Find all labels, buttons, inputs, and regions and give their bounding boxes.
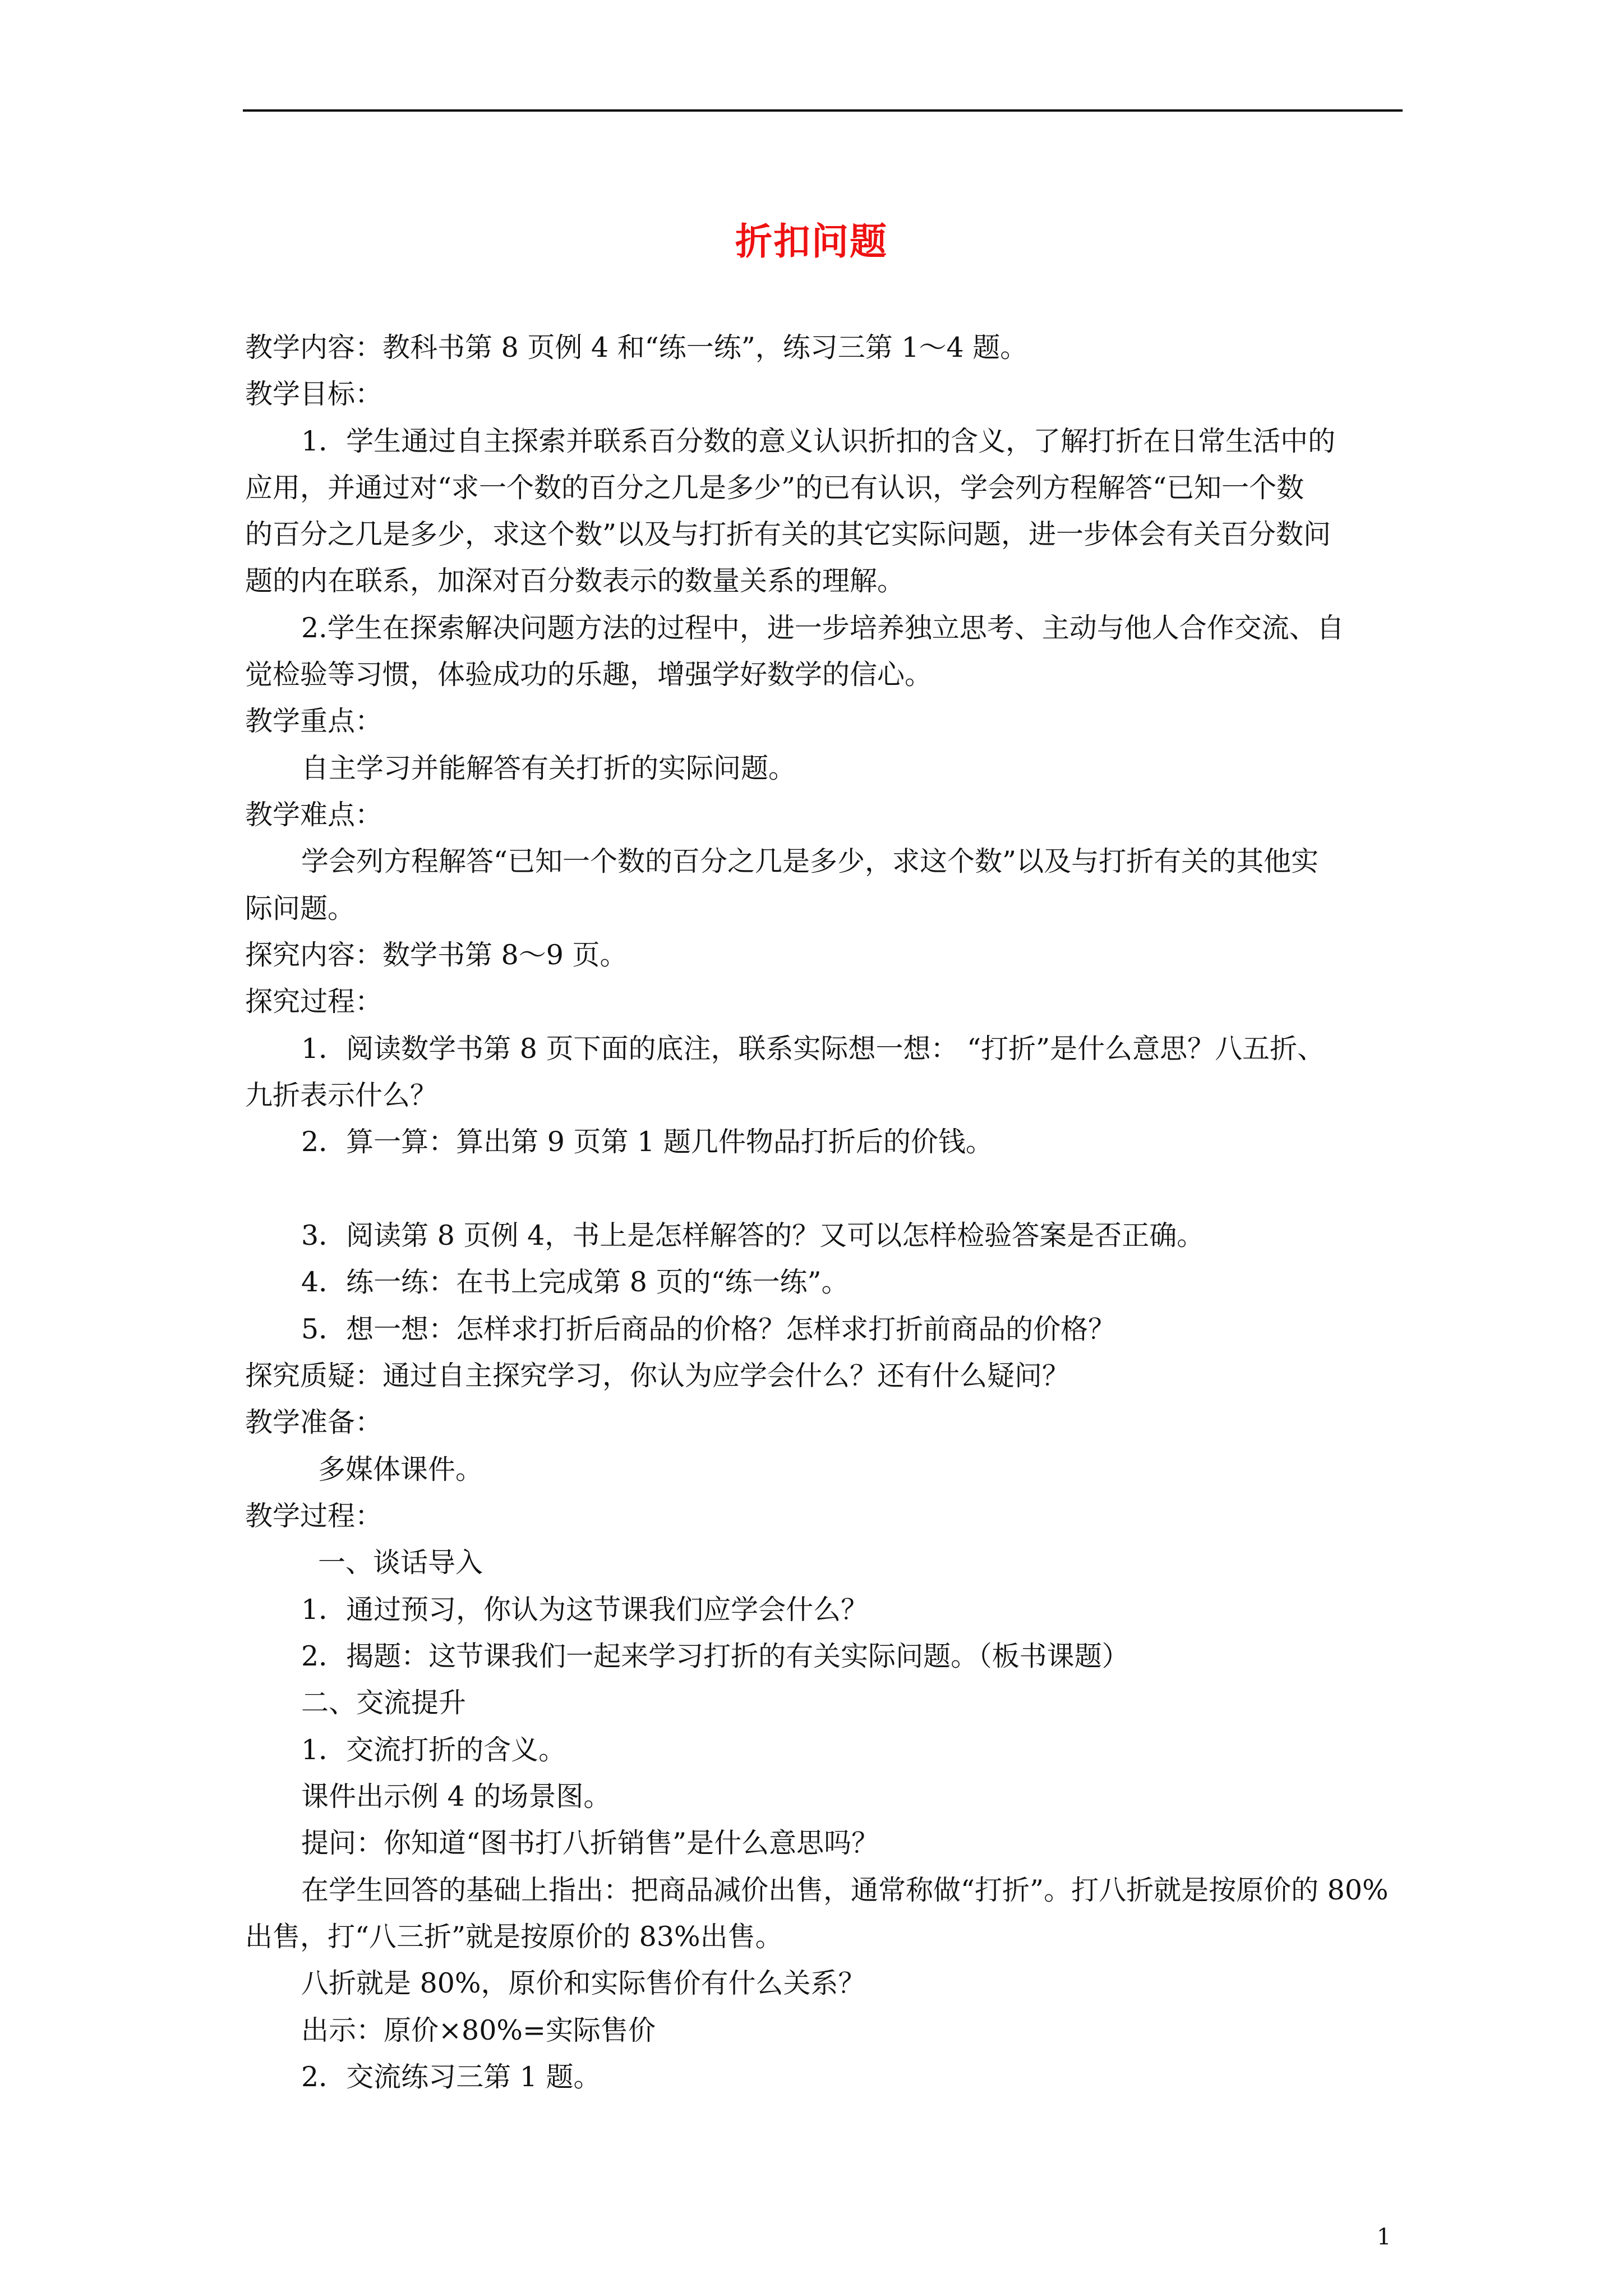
header-rule: [243, 109, 1403, 112]
text-line: 教学过程：: [245, 1500, 383, 1532]
text-line: 题的内在联系，加深对百分数表示的数量关系的理解。: [245, 565, 905, 597]
text-line: 教学重点：: [245, 705, 383, 737]
text-line: 2.学生在探索解决问题方法的过程中，进一步培养独立思考、主动与他人合作交流、自: [301, 612, 1344, 644]
text-line: 2．揭题：这节课我们一起来学习打折的有关实际问题。（板书课题）: [301, 1640, 1129, 1672]
text-line: 1．学生通过自主探索并联系百分数的意义认识折扣的含义，了解打折在日常生活中的: [301, 425, 1336, 457]
text-line: 课件出示例 4 的场景图。: [301, 1780, 611, 1812]
text-line: 在学生回答的基础上指出：把商品减价出售，通常称做“打折”。打八折就是按原价的 80%: [301, 1874, 1389, 1906]
text-line: 的百分之几是多少，求这个数”以及与打折有关的其它实际问题，进一步体会有关百分数问: [245, 518, 1331, 550]
text-line: 2．交流练习三第 1 题。: [301, 2061, 601, 2093]
page-number: 1: [1377, 2224, 1391, 2250]
text-line: 5．想一想：怎样求打折后商品的价格？怎样求打折前商品的价格？: [301, 1313, 1116, 1345]
text-line: 探究质疑：通过自主探究学习，你认为应学会什么？还有什么疑问？: [245, 1360, 1070, 1392]
text-line: 教学准备：: [245, 1406, 383, 1438]
text-line: 2．算一算：算出第 9 页第 1 题几件物品打折后的价钱。: [301, 1126, 993, 1158]
text-line: 1．交流打折的含义。: [301, 1734, 566, 1766]
text-line: 教学内容：教科书第 8 页例 4 和“练一练”，练习三第 1～4 题。: [245, 332, 1028, 364]
text-line: 二、交流提升: [301, 1687, 467, 1719]
page-title: 折扣问题: [735, 219, 888, 263]
text-line: 出示：原价×80%=实际售价: [301, 2014, 656, 2046]
text-line: 探究内容：数学书第 8～9 页。: [245, 939, 628, 971]
text-line: 际问题。: [245, 892, 356, 924]
text-line: 八折就是 80%，原价和实际售价有什么关系？: [301, 1967, 866, 1999]
text-line: 提问：你知道“图书打八折销售”是什么意思吗？: [301, 1827, 879, 1859]
text-line: 3．阅读第 8 页例 4，书上是怎样解答的？又可以怎样检验答案是否正确。: [301, 1220, 1205, 1251]
text-line: 1．阅读数学书第 8 页下面的底注，联系实际想一想： “打折”是什么意思？八五折、: [301, 1033, 1325, 1065]
text-line: 学会列方程解答“已知一个数的百分之几是多少，求这个数”以及与打折有关的其他实: [301, 845, 1319, 877]
text-line: 应用，并通过对“求一个数的百分之几是多少”的已有认识，学会列方程解答“已知一个数: [245, 472, 1304, 504]
text-line: 4．练一练：在书上完成第 8 页的“练一练”。: [301, 1266, 849, 1298]
text-line: 教学难点：: [245, 799, 383, 831]
text-line: 九折表示什么？: [245, 1079, 438, 1111]
text-line: 出售，打“八三折”就是按原价的 83%出售。: [245, 1921, 783, 1953]
text-line: 一、谈话导入: [318, 1547, 483, 1579]
text-line: 多媒体课件。: [318, 1453, 483, 1485]
text-line: 教学目标：: [245, 378, 383, 410]
text-line: 自主学习并能解答有关打折的实际问题。: [301, 752, 796, 784]
text-line: 觉检验等习惯，体验成功的乐趣，增强学好数学的信心。: [245, 659, 933, 691]
text-line: 探究过程：: [245, 986, 383, 1018]
text-line: 1．通过预习，你认为这节课我们应学会什么？: [301, 1594, 869, 1626]
